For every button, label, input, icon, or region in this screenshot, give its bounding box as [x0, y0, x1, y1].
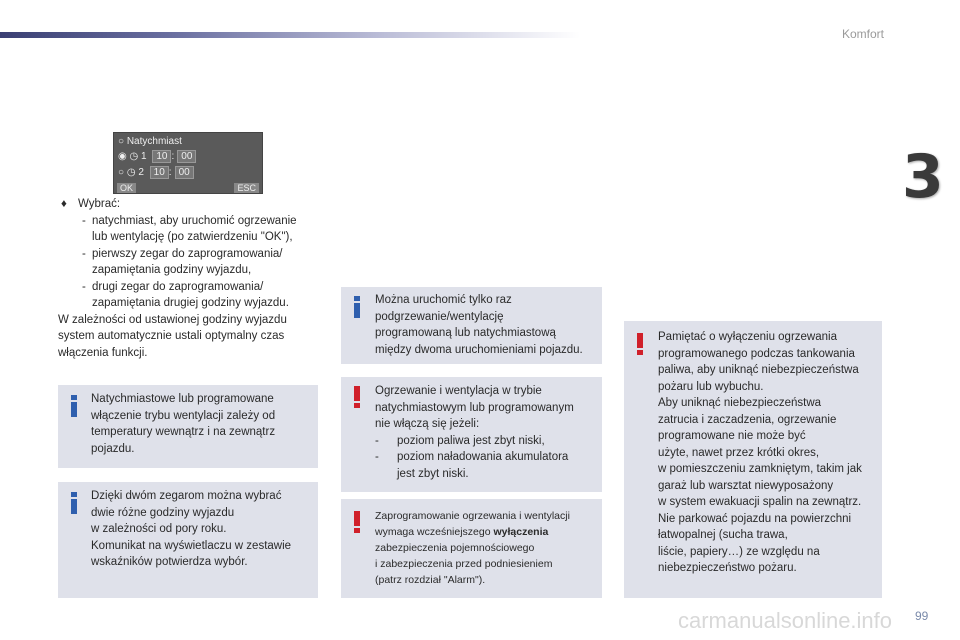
main-instructions: ♦ Wybrać: - natychmiast, aby uruchomić ogrzewanie lub wentylację (po zatwierdzeniu "OK"), - pierwszy zegar do zaprogramowania/ zapamiętania godziny wyjazdu, - drugi zegar do zaprogramowania/ zapamiętania drugiej godziny wyjazdu. W zależności od ustawionej godziny wyjazdu system automatycznie ustali optymalny czas włączenia funkcji. — [58, 196, 323, 361]
display-screen-image — [113, 132, 263, 194]
warning-box-alarm: Zaprogramowanie ogrzewania i wentylacji wymaga wcześniejszego wyłączenia zabezpieczenia pojemnościowego i zabezpieczenia przed podniesieniem (patrz rozdział "Alarm"). — [341, 499, 602, 598]
warning-box-conditions: Ogrzewanie i wentylacja w trybie natychmiastowym lub programowanym nie włączą się jeżeli: - poziom paliwa jest zbyt niski, - poziom naładowania akumulatora jest zbyt niski. — [341, 377, 602, 492]
info-box-ventilation: Natychmiastowe lub programowane włączenie trybu wentylacji zależy od temperatury wewnątrz i na zewnątrz pojazdu. — [58, 385, 318, 468]
warning-icon — [635, 333, 645, 355]
warning-icon — [352, 511, 362, 533]
screen-row-1: ◉ ◷ 1 10 : 00 — [118, 150, 196, 164]
header-gradient-bar — [0, 32, 580, 38]
screen-title: ○ Natychmiast — [118, 136, 182, 147]
page-number: 99 — [915, 609, 929, 623]
chapter-number: 3 — [902, 142, 944, 212]
info-icon — [69, 395, 79, 417]
screen-row-2: ○ ◷ 2 10 : 00 — [118, 166, 194, 180]
main-paragraph: W zależności od ustawionej godziny wyjazdu system automatycznie ustali optymalny czas włączenia funkcji. — [58, 313, 287, 359]
info-icon — [352, 296, 362, 318]
watermark: carmanualsonline.info — [678, 608, 893, 633]
info-box-two-clocks: Dzięki dwóm zegarom można wybrać dwie różne godziny wyjazdu w zależności od pory roku. Komunikat na wyświetlaczu w zestawie wskaźników potwierdza wybór. — [58, 482, 318, 598]
warning-box-fire: Pamiętać o wyłączeniu ogrzewania programowanego podczas tankowania paliwa, aby uniknąć niebezpieczeństwa pożaru lub wybuchu. Aby uniknąć niebezpieczeństwa zatrucia i zaczadzenia, ogrzewanie programowane nie może być użyte, nawet przez krótki okres, w pomieszczeniu zamkniętym, takim jak garaż lub warsztat niewyposażony w system ewakuacji spalin na zewnątrz. Nie parkować pojazdu na powierzchni łatwopalnej (sucha trawa, liście, papiery…) ze względu na niebezpieczeństwo pożaru. — [624, 321, 882, 598]
warning-icon — [352, 386, 362, 408]
diamond-bullet-icon: ♦ — [61, 198, 67, 210]
info-icon — [69, 492, 79, 514]
screen-ok-button: OK — [117, 183, 136, 193]
section-title: Komfort — [841, 27, 884, 41]
screen-esc-button: ESC — [234, 183, 259, 193]
info-box-once: Można uruchomić tylko raz podgrzewanie/wentylację programowaną lub natychmiastową między dwoma uruchomieniami pojazdu. — [341, 287, 602, 364]
